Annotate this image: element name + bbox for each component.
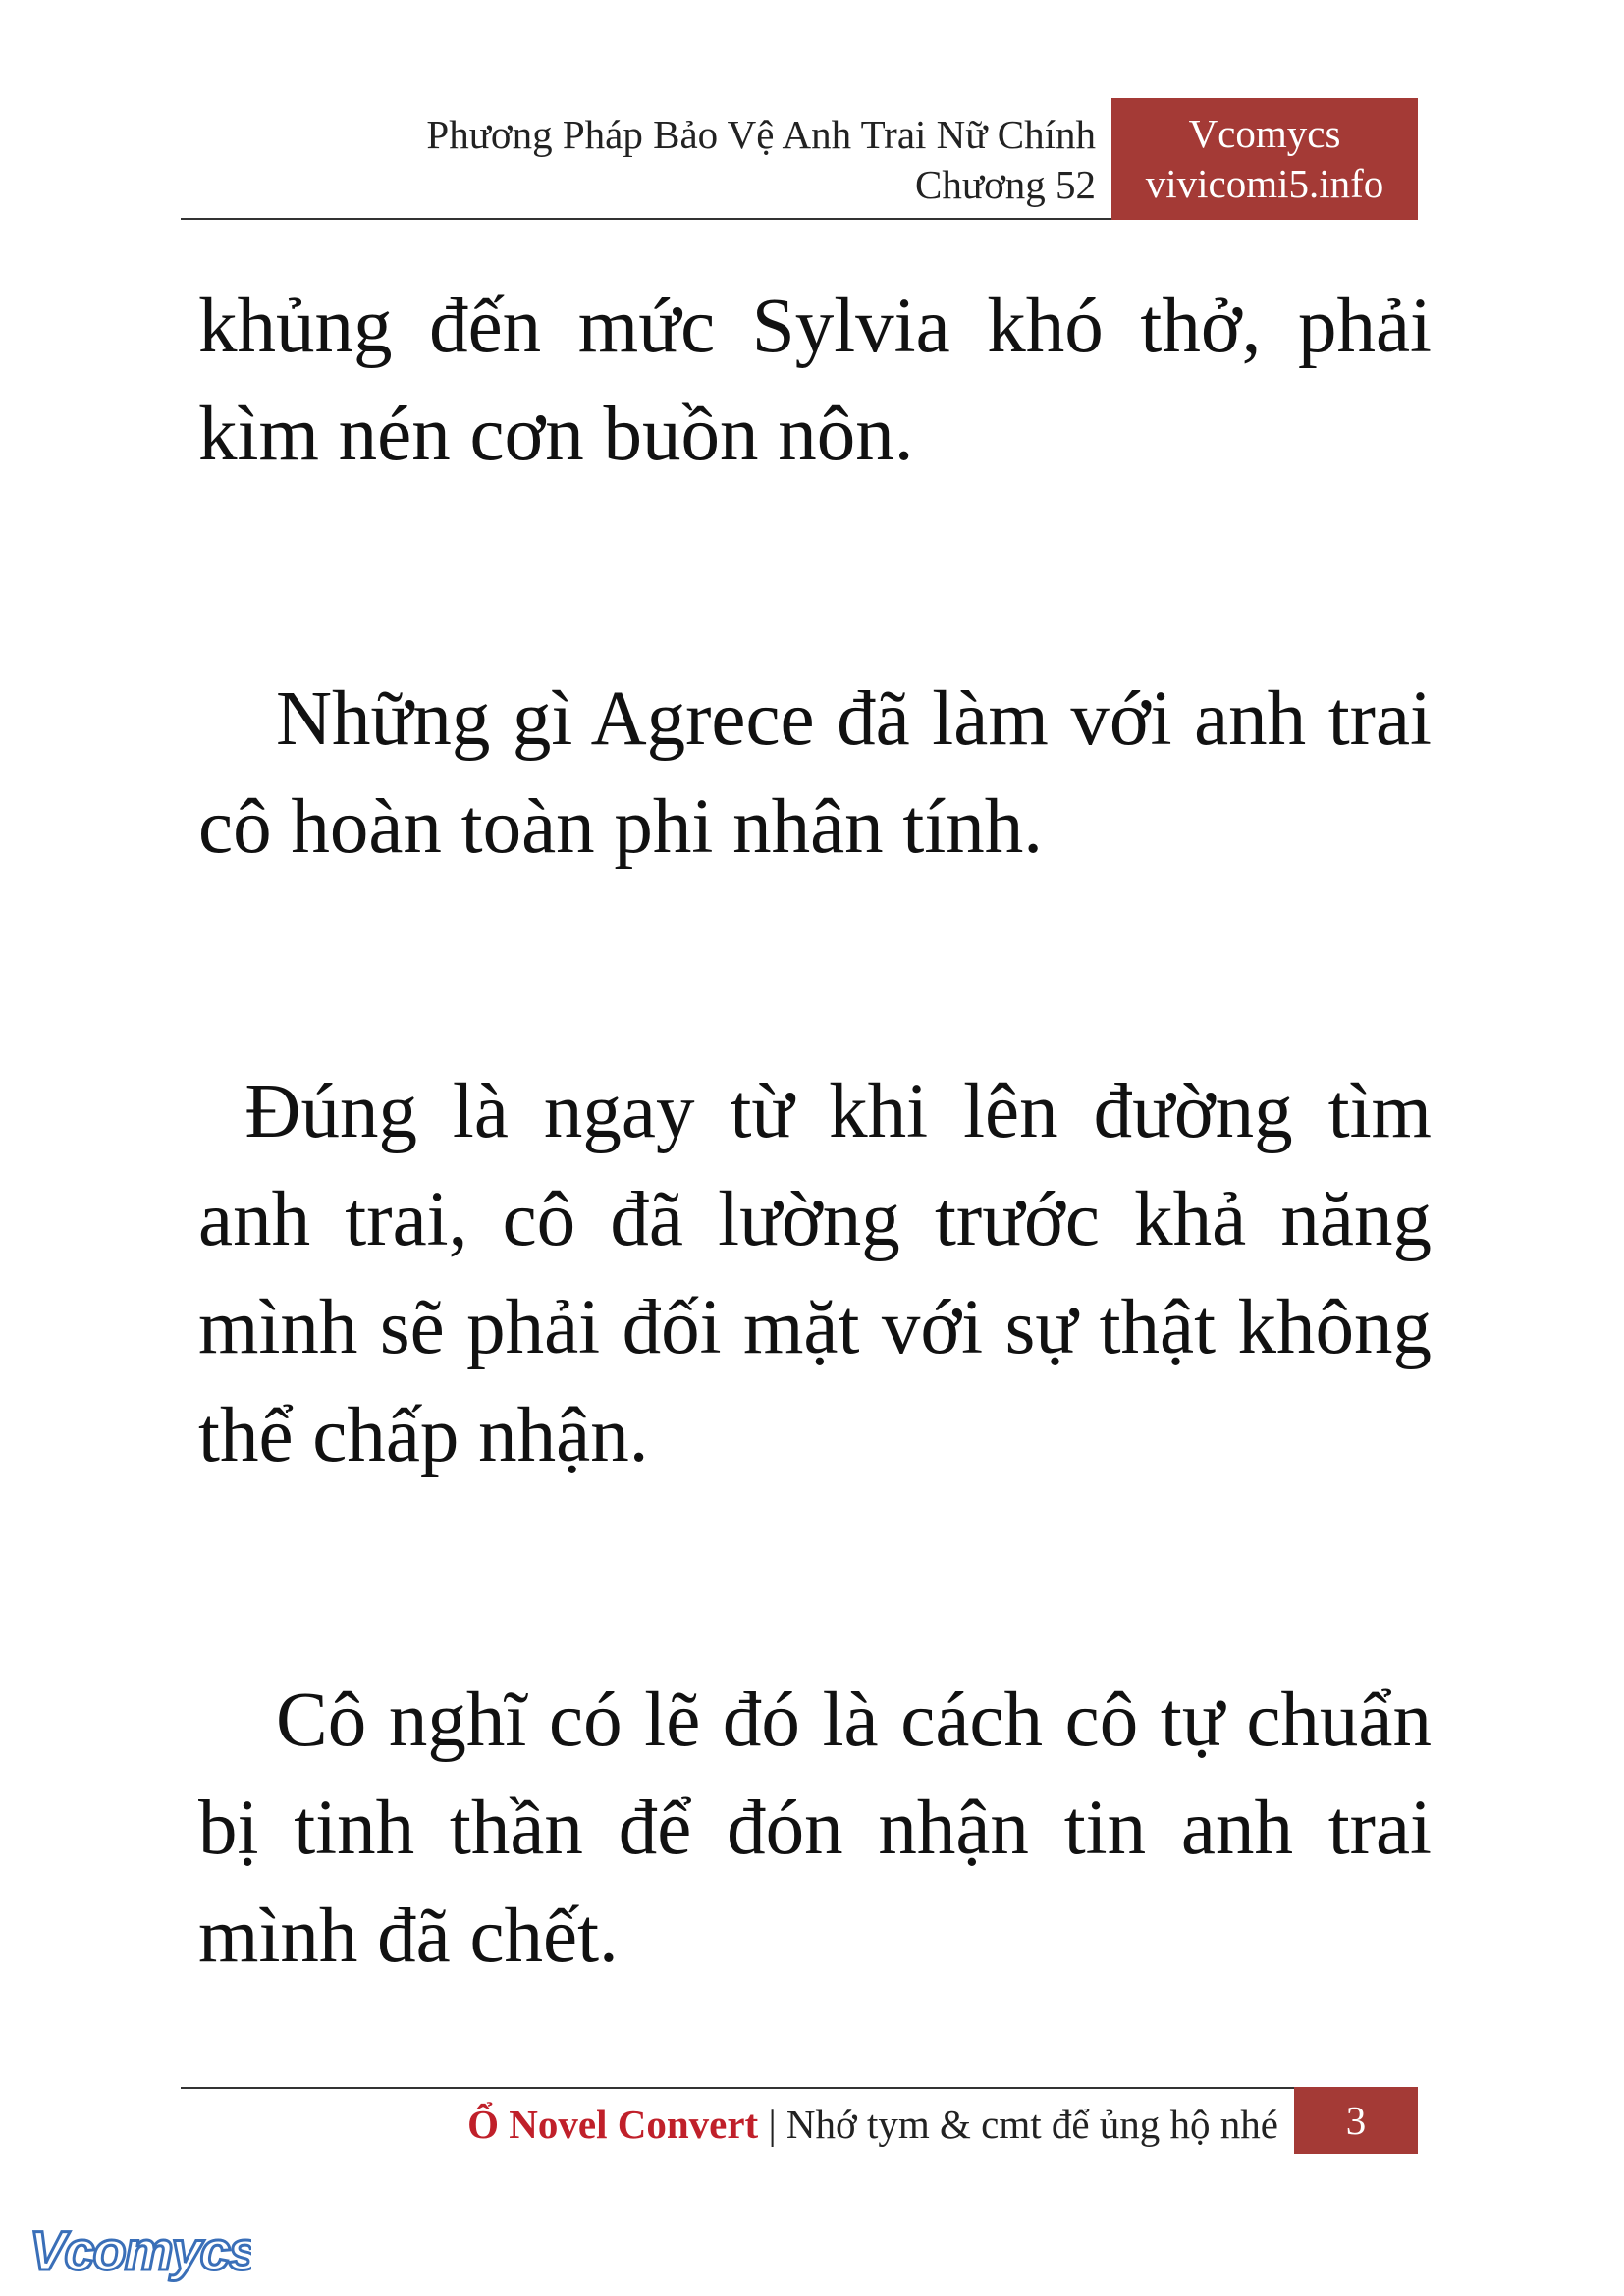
chapter-label: Chương 52 <box>915 162 1096 207</box>
page-body <box>198 273 1432 1991</box>
paragraph: Đúng là ngay từ khi lên đường tìm anh trai, cô đã lường trước khả năng mình sẽ phải đối mặt với sự thật không thể chấp nhận. <box>198 1069 1432 1478</box>
footer-message: Nhớ tym & cmt để ủng hộ nhé <box>785 2102 1278 2147</box>
site-badge <box>1111 98 1418 220</box>
paragraph: Cô nghĩ có lẽ đó là cách cô tự chuẩn bị tinh thần để đón nhận tin anh trai mình đã chết. <box>198 1678 1432 1979</box>
watermark-logo-icon <box>26 2220 251 2285</box>
footer-divider <box>181 2087 1294 2089</box>
svg-text:Vcomycs: Vcomycs <box>29 2220 251 2281</box>
page-header <box>426 110 1096 210</box>
page-number: 3 <box>1294 2087 1418 2154</box>
site-url: vivicomi5.info <box>1145 161 1384 206</box>
footer-brand: Ổ Novel Convert <box>467 2102 759 2147</box>
paragraph: khủng đến mức Sylvia khó thở, phải kìm nén cơn buồn nôn. <box>198 284 1432 477</box>
page-footer <box>467 2099 1278 2150</box>
site-name: Vcomycs <box>1188 111 1341 156</box>
vcomycs-watermark-logo <box>26 2220 251 2290</box>
header-divider <box>181 218 1111 220</box>
book-title: Phương Pháp Bảo Vệ Anh Trai Nữ Chính <box>426 112 1096 157</box>
footer-separator: | <box>758 2102 786 2147</box>
paragraph: Những gì Agrece đã làm với anh trai cô hoàn toàn phi nhân tính. <box>198 676 1432 870</box>
